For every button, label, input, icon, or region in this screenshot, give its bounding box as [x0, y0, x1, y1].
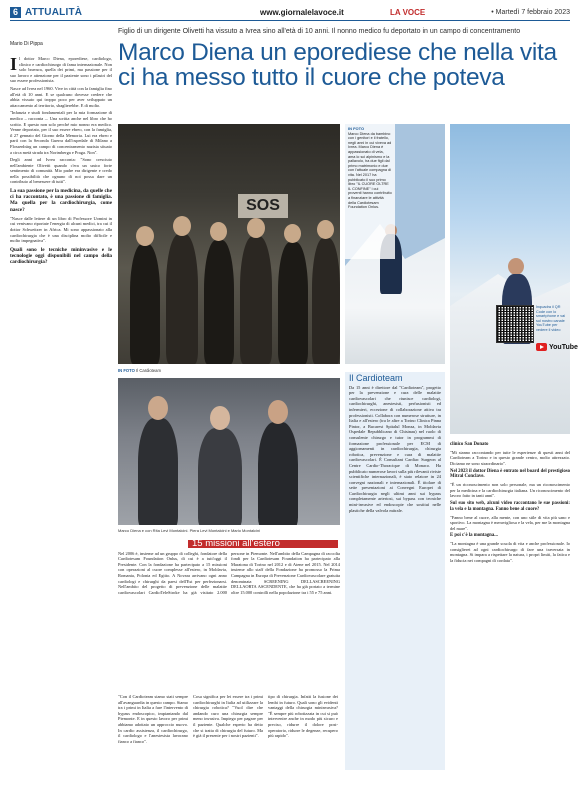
intro-paragraph: [10, 56, 112, 84]
paragraph: "Infanzia e studi fondamentali per la mia formazione di medico – racconta –. Una scritta anche nel libro che ho scritto. E questo non solo perché mio nonno era medico. Venne deportato, per il suo essere ebreo, con la famiglia, il 27 gennaio del Giorno della Memoria. Lui era ebreo e partì con la Seconda Guerra dall'ospedale di Milano a Flossenbürg un campo di concentramento nazista situato a circa metà strada tra Norimberga e Praga. Non".: [10, 110, 112, 155]
person-figure: [240, 236, 272, 364]
photo-label: IN FOTO: [118, 368, 135, 373]
person-head: [268, 400, 288, 424]
newspaper-name: LA VOCE: [390, 7, 426, 17]
qr-code-icon[interactable]: [496, 305, 534, 343]
photo-label-text: Il Cardioteam: [136, 368, 161, 373]
article-column-right: [450, 440, 570, 800]
question-subhead: Nel 2023 il dottor Diena è entrato nel board del prestigioso Mitral Conclave.: [450, 468, 570, 480]
question-subhead: La sua passione per la medicina, da quelle che ci ha raccontato, è una passione di famiglia. Ma quella per la cardiochirurgia, come nasce?: [10, 188, 112, 213]
team-photo: [118, 124, 340, 364]
person-head: [148, 396, 168, 420]
photo-sign: SOS: [238, 194, 288, 218]
person-figure: [258, 422, 298, 525]
kicker: Figlio di un dirigente Olivetti ha vissuto a Ivrea sino all'età di 10 anni. Il nonno medico fu deportato in un campo di concentramento: [118, 28, 521, 35]
article-column-2: [118, 694, 188, 800]
person-head: [173, 216, 191, 236]
article-column-3: [193, 694, 263, 800]
person-head: [136, 226, 154, 246]
person-head: [247, 218, 265, 238]
paragraph: "La montagna è una grande scuola di vita e anche professionale. Io consiglierei ad ogni cardiochirurgo di fare una traversata in montagna. Si impara a rispettare la natura, i propri limiti, la fatica e la fiducia nei compagni di cordata".: [450, 541, 570, 563]
photo-caption: Marco Diena da bambino con i genitori e il fratello, negli anni in cui viveva ad Ivrea. Marco Diena è appassionato di vela, ama lo sci alpinismo e la pallavolo, ha due figli dal primo matrimonio e due con l'attuale compagna di vita. Nel 2017 ha pubblicato il suo primo libro "IL CUORE OLTRE IL CONFINE" i cui proventi hanno contribuito a finanziare le attività della Cardiotesam Foundation Onlus.: [348, 131, 392, 210]
person-figure: [278, 242, 308, 364]
person-head: [317, 220, 334, 239]
paragraph: tipo di chirurgia. Infatti la fusione dei lembi in futuro. Quali sono gli evidenti vantaggi della chirurgia mininvasiva? "È sempre più robotizzata in cui si può intervenire anche in modo più sicuro e preciso, ridurre il dolore post-operatorio, ridurre le degenze, recupero più rapido".: [268, 694, 338, 739]
question-subhead: E poi c'è la montagna...: [450, 533, 498, 539]
photo-label-line: [118, 368, 161, 373]
photo-label: IN FOTO: [348, 126, 365, 131]
page-number: 6: [10, 7, 21, 18]
box-text: Nel 2006 è, insieme ad un gruppo di colleghi, fondatore della Cardiotesam Foundation Onlus, di cui è a tutt'oggi il Presidente. Con la fondazione ha partecipato a 15 missioni con operazioni al cuore complesse all'estero, in Moldavia, Romania, Polonia ed Egitto. A Novara arrivano ogni anno cardiologi e chirurghi da paesi dell'Est per perfezionarsi. Nell'ambito del progetto di prevenzione delle malattie cardiovascolari CardioTeleStroke ha già visitato 2.000 persone in Piemonte. Nell'ambito della Campagna di raccolta fondi per la Cardiotesam Foundation ha partecipato alla Maratona di Torino nel 2012 e di Atene nel 2015. Nel 2014 insieme allo staff della Fondazione ha promosso la Prima Campagna in Europa di Prevenzione Cardiovascolare gratuita denominata SCREENING DELLASCREENING DELLAORTA ASCENDENTE, che ha già portato a termine oltre 15.000 controlli nella popolazione tra i 55 e 75 anni.: [118, 550, 340, 595]
question-subhead: clinico San Donato: [450, 442, 489, 447]
youtube-play-icon: [536, 343, 547, 351]
paragraph: Nasce ad Ivrea nel 1960. Vive in città con la famiglia fino all'età di 10 anni. E se qualcuno dovesse credere che abbia vissuto qui troppo poco per aver sviluppato un attaccamento al territorio, sbaglierebbe. E di molto.: [10, 85, 112, 108]
person-head: [284, 224, 301, 243]
issue-date: • Martedì 7 febbraio 2023: [491, 8, 570, 16]
paragraph: Degli anni ad Ivrea racconta: "Sono cresciuto nell'ambiente Olivetti quando c'era un unico forte sentimento di comunità. Mio padre era dirigente e credo nella possibilità che ognuno di noi possa dare un contributo al benessere di tutti".: [10, 157, 112, 185]
section-title: ATTUALITÀ: [25, 6, 83, 18]
person-head: [210, 406, 230, 430]
intro-text: l dottor Marco Diena, eporediese, cardiologo, clinico e cardiochirurgo di fama internazionale. Non solo bravura, quella dei primi, ma passione per il suo lavoro e attenzione per il paziente sono i pilastri del suo essere professionista.: [10, 56, 112, 84]
person-head: [210, 222, 227, 241]
header-rule: [10, 20, 570, 21]
paragraph: "Fanno bene al cuore, alla mente, con uno stile di vita più sano e sportivo. La montagna è meravigliosa e la vela, per me la montagna del mare".: [450, 514, 570, 531]
question-subhead: Sul suo sito web, alcuni video raccontano le sue passioni: la vela e la montagna. Fanno bene al cuore?: [450, 500, 570, 512]
article-column-1: [10, 56, 112, 796]
person-figure: [130, 244, 160, 364]
paragraph: "Mi stanno raccontando per tutte le esperienze di questi anni del Cardioteam a Torino e in questo grande centro, molto attrezzato. Diciamo ne sono straordinario".: [450, 449, 570, 466]
paragraph: "Nasce dalle lettere di un libro di Professore Uomini in cui venivano riportate l'energia di alcuni medici, tra cui il dottor Schweitzer in Africa. Mi sono appassionato alla cardiochirurgia che è una disciplina molto difficile e molto impegnativa".: [10, 215, 112, 244]
person-figure: [138, 418, 178, 525]
photo-caption-box: [345, 124, 395, 259]
question-subhead: Quali sono le tecniche mininvasive e le tecnologie oggi disponibili nel campo della cardiochirurgia?: [10, 246, 112, 266]
qr-promo[interactable]: [496, 305, 578, 370]
person-figure: [204, 240, 234, 364]
article-column-4: [268, 694, 338, 800]
drop-cap: I: [10, 56, 18, 74]
box-text: Da 15 anni è direttore dal "Cardioteam", progetto per la prevenzione e cura delle malattie cardiovascolari che riunisce cardiologi, cardiochirurghi, anestesisti, perfusionisti ed infermieri, eccezione di collaborazione attiva tra professionisti. Collabora con numerose strutture, in Italia e all'estero (tra le altre a Torino Clinica Pinna Pintor, a Bucarest Spitalul Monza, in Moldavia Ospedale Repubblicano di Chisinau) nel ruolo di consulente chirurgo e tutor in programmi di formazione professionale per ECM di aggiornamenti in cardiochirurgia, chirurgia robotica, prevenzione e cura di malattie cardiovascolari. È Consultant Cardiac Surgeon al Centre Cardio-Thoracique di Monaco. Ha pubblicato numerose lavori sulla più rilevanti riviste scientifiche internazionali, è stato relatore in 24 convegni nazionali e internazionali. È titolare di sette presentazioni ai Convegni Europei di Cardiochirurgia negli ultimi anni sui bypass completamente arteriosi, sui bypass con tecniche mini-invasive ed endoscopie che sostituì nelle plastiche della valvola mitrale.: [349, 384, 441, 513]
person-figure: [312, 238, 340, 364]
person-figure: [166, 234, 198, 364]
byline: Mario Di Pippa: [10, 41, 43, 47]
youtube-label: YouTube: [549, 343, 578, 351]
site-url[interactable]: www.giornalelavoce.it: [260, 7, 344, 17]
mountain-photo: [450, 124, 570, 434]
box-title: Il Cardioteam: [349, 373, 403, 383]
photo-caption: Marco Diena e con Rita Levi Montalcini. Piera Levi Montalcini e Mario Montalcini: [118, 528, 261, 533]
page-header: [10, 6, 570, 18]
montalcini-photo: [118, 378, 340, 525]
paragraph: "È un riconoscimento non solo personale, ma un riconoscimento per la medicina e la cardiochirurgia italiana. Un riconoscimento del lavoro fatto in tanti anni".: [450, 482, 570, 499]
paragraph: "Con il Cardioteam siamo stati sempre all'avanguardia in questo campo. Siamo tra i primi in Italia a fare l'intervento di bypass endoscopico, impiantando dal Piemonte. E in questo lavoro per primi abbiamo adottato un approccio nuovo. In cardio assistenza, il cardiochirurgo, il cardiologo e l'anestesista lavorano fianco a fianco".: [118, 694, 188, 744]
cardioteam-box: [345, 372, 445, 770]
missions-box: [118, 540, 340, 688]
box-title: 15 missioni all'estero: [188, 540, 338, 548]
person-head: [508, 258, 524, 275]
person-figure: [198, 428, 242, 525]
youtube-logo[interactable]: [536, 343, 578, 351]
headline: Marco Diena un eporediese che nella vita ci ha messo tutto il cuore che poteva: [118, 39, 557, 91]
qr-text: Inquadra il QR Code con lo smartphone e vai sul nostro canale YouTube per vedere il video: [536, 305, 566, 332]
paragraph: Cosa significa per lei essere tra i primi cardiochirurghi in Italia ad utilizzare la chirurgia robotica? "Vuol dire che andando curo una chirurgia sempre meno invasiva. Impiego per pagare per il paziente. Qualche esperto ha detto che si tratta di chirurgia del futuro. Ma è già il presente per i nostri pazienti".: [193, 694, 263, 739]
